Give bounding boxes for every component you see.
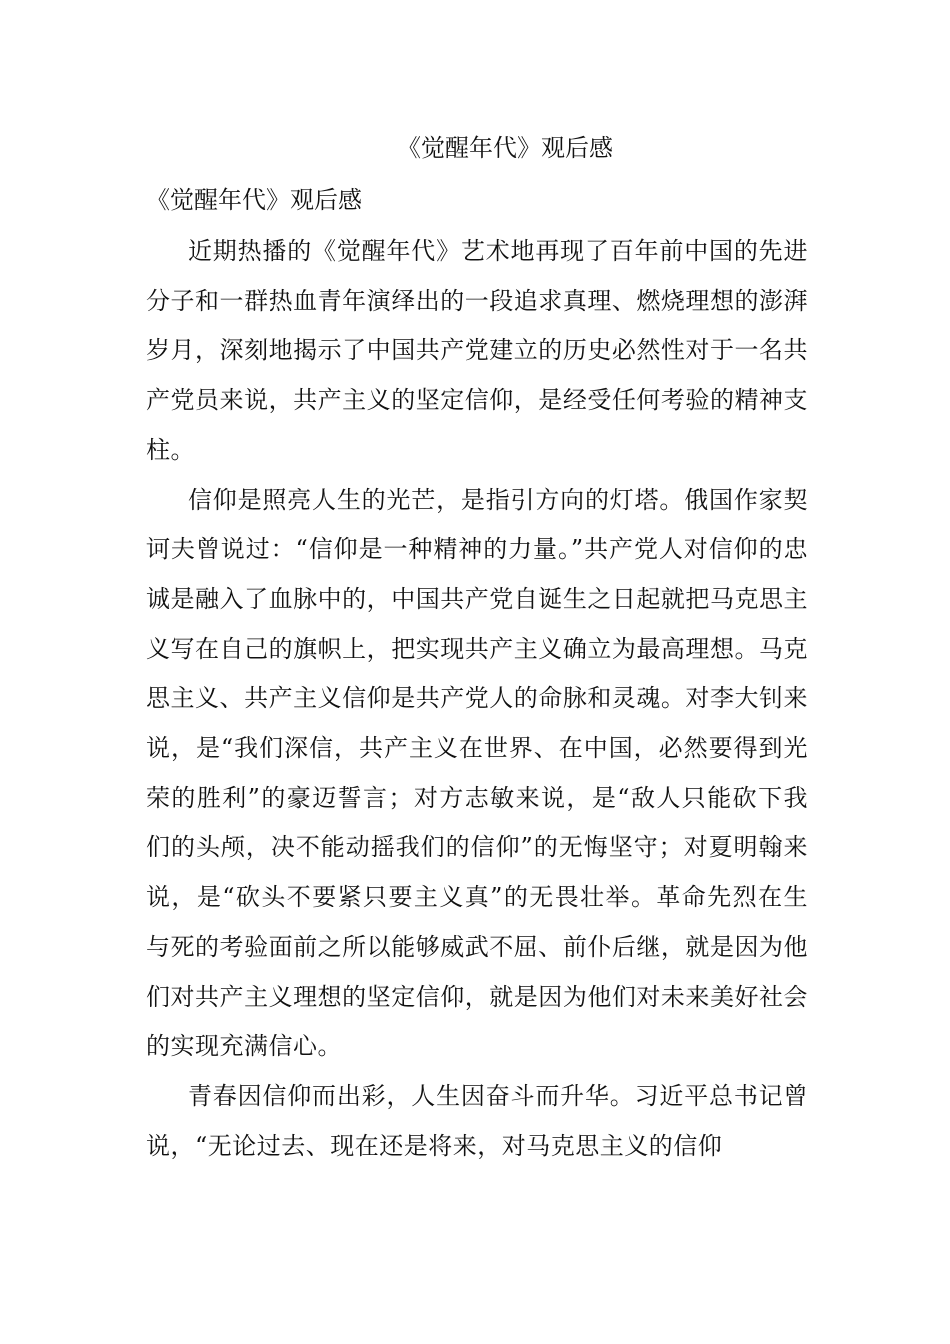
document-body: [146, 227, 808, 1171]
paragraph-3: 青春因信仰而出彩，人生因奋斗而升华。习近平总书记曾说，“无论过去、现在还是将来，对马克思主义的信仰: [146, 1081, 808, 1160]
document-subtitle: 《觉醒年代》观后感: [146, 186, 362, 214]
paragraph-1: 近期热播的《觉醒年代》艺术地再现了百年前中国的先进分子和一群热血青年演绎出的一段追求真理、燃烧理想的澎湃岁月，深刻地揭示了中国共产党建立的历史必然性对于一名共产党员来说，共产主义的坚定信仰，是经受任何考验的精神支柱。: [146, 237, 808, 464]
paragraph-2: 信仰是照亮人生的光芒，是指引方向的灯塔。俄国作家契诃夫曾说过：“信仰是一种精神的力量。”共产党人对信仰的忠诚是融入了血脉中的，中国共产党自诞生之日起就把马克思主义写在自己的旗帜上，把实现共产主义确立为最高理想。马克思主义、共产主义信仰是共产党人的命脉和灵魂。对李大钊来说，是“我们深信，共产主义在世界、在中国，必然要得到光荣的胜利”的豪迈誓言；对方志敏来说，是“敌人只能砍下我们的头颅，决不能动摇我们的信仰”的无悔坚守；对夏明翰来说，是“砍头不要紧只要主义真”的无畏壮举。革命先烈在生与死的考验面前之所以能够威武不屈、前仆后继，就是因为他们对共产主义理想的坚定信仰，就是因为他们对未来美好社会的实现充满信心。: [146, 485, 808, 1061]
document-title: 《觉醒年代》观后感: [397, 134, 613, 162]
